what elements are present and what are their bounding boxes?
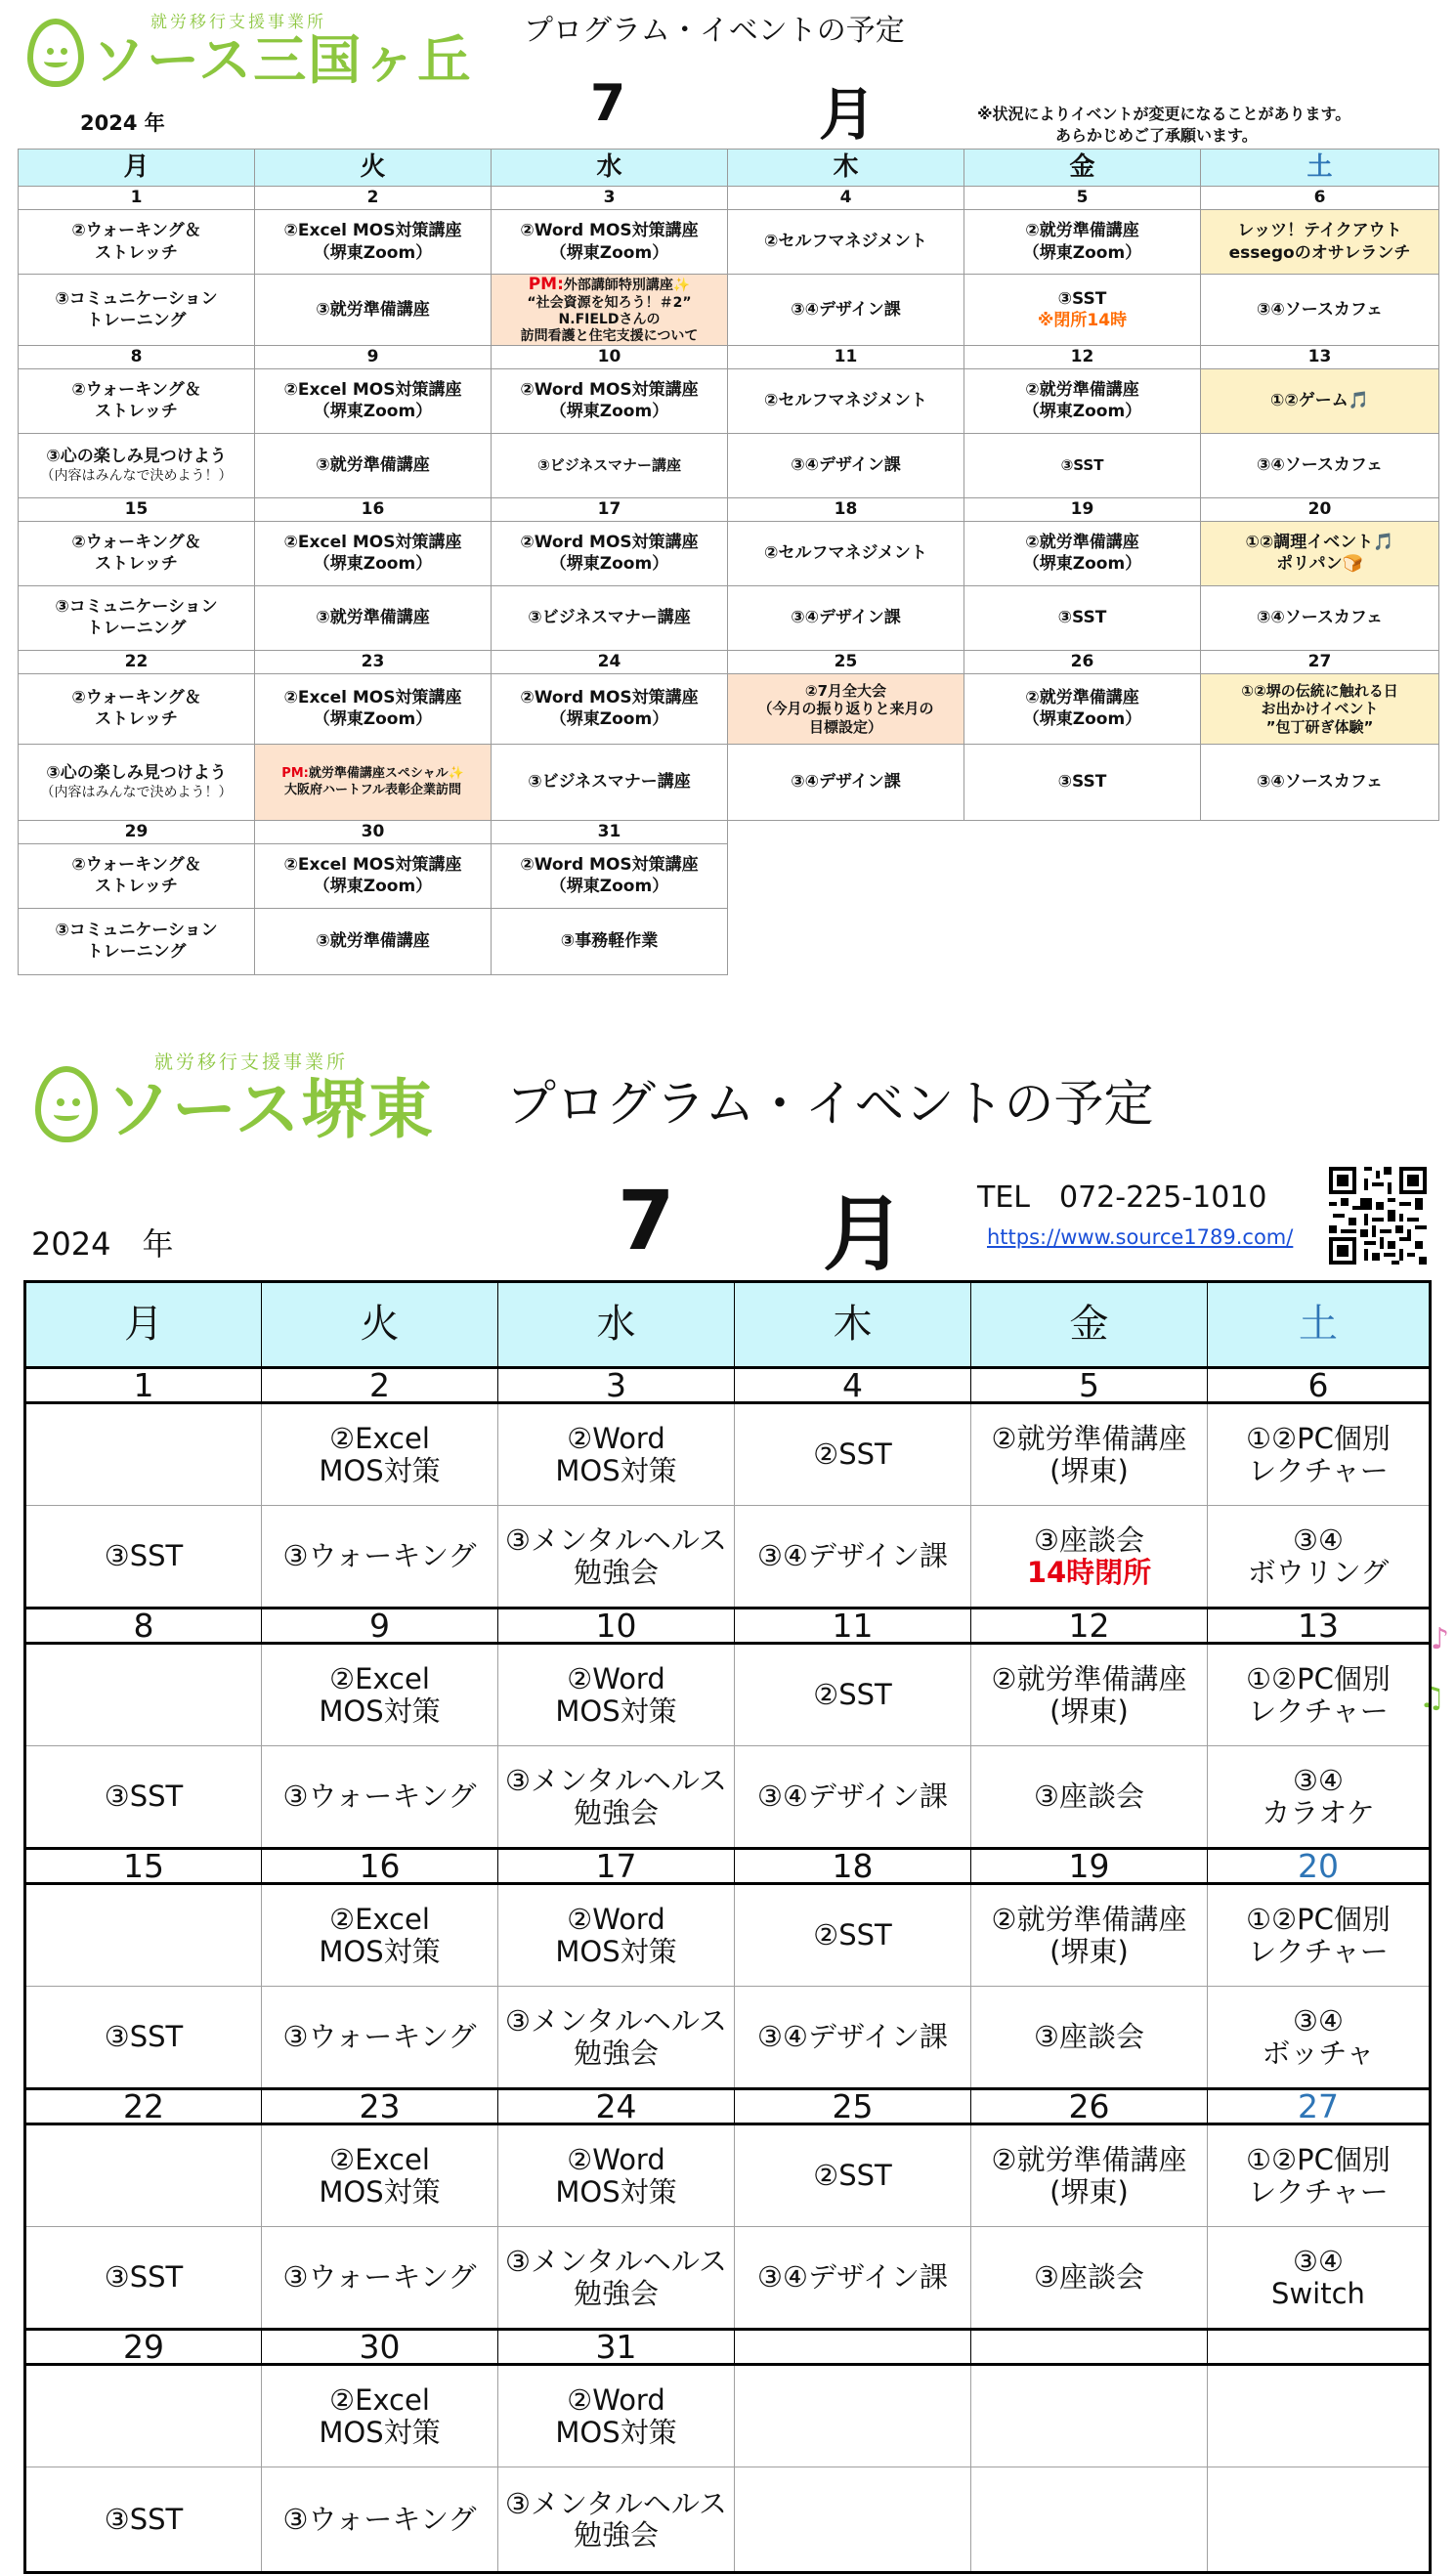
program-row	[25, 1403, 1431, 1506]
date-cell: 15	[25, 1849, 262, 1884]
date-cell: 13	[1201, 345, 1439, 368]
month-kanji: 月	[823, 1186, 906, 1282]
program-row	[19, 673, 1439, 744]
program-cell: ③メンタルヘルス 勉強会	[498, 1506, 735, 1609]
date-cell: 17	[498, 1849, 735, 1884]
date-cell: 6	[1208, 1368, 1431, 1403]
date-cell: 27	[1201, 650, 1439, 673]
logo-kicker: 就労移行支援事業所	[150, 13, 326, 32]
program-cell: ③SST	[25, 2467, 262, 2573]
weekday-wed: 水	[492, 150, 728, 187]
program-cell: ③④デザイン課	[735, 1987, 971, 2089]
program-cell: ③ウォーキング	[262, 1987, 498, 2089]
date-cell: 25	[728, 650, 964, 673]
program-cell: ③④デザイン課	[735, 2227, 971, 2330]
date-cell: 3	[498, 1368, 735, 1403]
date-cell: 2	[262, 1368, 498, 1403]
weekday-mon: 月	[19, 150, 255, 187]
program-cell: ②Excel MOS対策	[262, 1403, 498, 1506]
egg-face-logo-icon	[27, 19, 84, 87]
weekday-header-row	[25, 1282, 1431, 1368]
date-cell	[735, 2330, 971, 2365]
month-number: 7	[618, 1173, 675, 1268]
date-cell: 20	[1201, 497, 1439, 521]
weekday-fri: 金	[971, 1282, 1208, 1368]
program-cell: ③ウォーキング	[262, 2227, 498, 2330]
program-row	[19, 744, 1439, 820]
weekday-header-row	[19, 150, 1439, 187]
program-cell: ③④デザイン課	[728, 585, 964, 650]
program-cell: ②セルフマネジメント	[728, 521, 964, 585]
program-cell: ②SST	[735, 1644, 971, 1746]
program-cell: ②Excel MOS対策講座 （堺東Zoom）	[255, 843, 492, 908]
program-cell: ③ウォーキング	[262, 2467, 498, 2573]
program-cell: ③SST	[964, 585, 1201, 650]
program-cell: ③④ソースカフェ	[1201, 275, 1439, 346]
program-cell: ③就労準備講座	[255, 908, 492, 974]
program-row	[19, 210, 1439, 275]
program-cell: ③④ カラオケ	[1208, 1746, 1431, 1849]
program-cell: ②就労準備講座 （堺東Zoom）	[964, 673, 1201, 744]
notice-line-1: ※状況によりイベントが変更になることがあります。	[977, 105, 1351, 123]
closing-notice: ※閉所14時	[1037, 310, 1128, 330]
program-row	[19, 521, 1439, 585]
date-cell: 4	[735, 1368, 971, 1403]
weekday-thu: 木	[735, 1282, 971, 1368]
date-cell: 22	[19, 650, 255, 673]
date-row	[19, 650, 1439, 673]
empty-cell	[971, 2467, 1208, 2573]
month-number: 7	[590, 74, 626, 133]
empty-cell	[1208, 2365, 1431, 2467]
program-cell	[25, 2365, 262, 2467]
program-cell: ③座談会	[971, 1746, 1208, 1849]
date-cell: 10	[492, 345, 728, 368]
month-kanji: 月	[819, 81, 877, 148]
program-cell: ②Word MOS対策講座 （堺東Zoom）	[492, 368, 728, 433]
date-cell: 23	[262, 2089, 498, 2124]
program-cell: ①②PC個別 レクチャー	[1208, 1403, 1431, 1506]
date-cell: 5	[971, 1368, 1208, 1403]
date-cell: 24	[498, 2089, 735, 2124]
date-cell: 2	[255, 187, 492, 210]
program-cell: ③④デザイン課	[728, 275, 964, 346]
program-row	[25, 1644, 1431, 1746]
program-cell: ③コミュニケーション トレーニング	[19, 585, 255, 650]
date-cell: 31	[492, 820, 728, 843]
program-cell: ③④デザイン課	[728, 433, 964, 497]
date-cell: 23	[255, 650, 492, 673]
program-cell: ②Excel MOS対策講座 （堺東Zoom）	[255, 368, 492, 433]
program-cell: ③④デザイン課	[735, 1506, 971, 1609]
date-row	[25, 1368, 1431, 1403]
program-cell: ③SST	[25, 1746, 262, 1849]
date-cell: 1	[19, 187, 255, 210]
date-cell: 15	[19, 497, 255, 521]
empty-cell	[1208, 2467, 1431, 2573]
program-cell: ②Word MOS対策	[498, 1884, 735, 1987]
date-cell: 9	[255, 345, 492, 368]
program-cell: ③④ ボウリング	[1208, 1506, 1431, 1609]
date-cell	[971, 2330, 1208, 2365]
program-cell: ③座談会	[971, 1987, 1208, 2089]
program-cell: ②Word MOS対策講座 （堺東Zoom）	[492, 673, 728, 744]
program-row	[25, 1987, 1431, 2089]
weekday-wed: 水	[498, 1282, 735, 1368]
program-cell: ③コミュニケーション トレーニング	[19, 275, 255, 346]
sakaihigashi-calendar-table	[23, 1280, 1432, 2574]
program-cell: ③事務軽作業	[492, 908, 728, 974]
date-cell: 1	[25, 1368, 262, 1403]
program-cell: ②Excel MOS対策講座 （堺東Zoom）	[255, 521, 492, 585]
notice-line-2: あらかじめご了承願います。	[1055, 126, 1258, 145]
program-cell: ②就労準備講座 （堺東Zoom）	[964, 368, 1201, 433]
date-cell: 16	[255, 497, 492, 521]
event-cell: ②7月全大会 （今月の振り返りと来月の 目標設定）	[728, 673, 964, 744]
program-cell: ②Excel MOS対策講座 （堺東Zoom）	[255, 210, 492, 275]
program-cell: ③ウォーキング	[262, 1506, 498, 1609]
weekday-fri: 金	[964, 150, 1201, 187]
weekday-thu: 木	[728, 150, 964, 187]
page-title: プログラム・イベントの予定	[524, 14, 905, 48]
program-row	[25, 1506, 1431, 1609]
date-cell: 20	[1208, 1849, 1431, 1884]
program-cell: ②ウォーキング＆ ストレッチ	[19, 843, 255, 908]
mikunigaoka-calendar-table	[18, 149, 1439, 975]
date-cell: 18	[728, 497, 964, 521]
egg-face-logo-icon	[35, 1066, 98, 1142]
date-cell: 30	[262, 2330, 498, 2365]
program-cell: ②就労準備講座 (堺東)	[971, 1644, 1208, 1746]
program-cell: ②就労準備講座 (堺東)	[971, 2124, 1208, 2227]
event-cell: ①②ゲーム🎵	[1201, 368, 1439, 433]
program-cell: ③就労準備講座	[255, 275, 492, 346]
program-cell: ②Excel MOS対策	[262, 1884, 498, 1987]
program-cell: ③④デザイン課	[728, 744, 964, 820]
date-cell: 12	[971, 1609, 1208, 1644]
sakaihigashi-logo	[35, 1048, 435, 1147]
date-row	[25, 1849, 1431, 1884]
program-cell: ②Excel MOS対策	[262, 1644, 498, 1746]
program-cell: ③就労準備講座	[255, 585, 492, 650]
program-cell: ③④ソースカフェ	[1201, 744, 1439, 820]
program-row	[19, 585, 1439, 650]
date-cell: 4	[728, 187, 964, 210]
program-cell: ③メンタルヘルス 勉強会	[498, 1746, 735, 1849]
empty-cell	[735, 2365, 971, 2467]
program-cell: ③メンタルヘルス 勉強会	[498, 2227, 735, 2330]
date-row	[25, 1609, 1431, 1644]
program-cell: ③心の楽しみ見つけよう （内容はみんなで決めよう！）	[19, 744, 255, 820]
program-cell: ②セルフマネジメント	[728, 368, 964, 433]
program-cell: ②Excel MOS対策講座 （堺東Zoom）	[255, 673, 492, 744]
program-cell: ③SST	[964, 744, 1201, 820]
page-title: プログラム・イベントの予定	[506, 1076, 1154, 1134]
empty-cell	[728, 820, 1439, 974]
date-cell: 11	[728, 345, 964, 368]
program-cell: ③SST	[25, 1987, 262, 2089]
date-row	[19, 345, 1439, 368]
mikunigaoka-calendar-section	[0, 0, 1456, 1036]
program-cell: ③メンタルヘルス 勉強会	[498, 2467, 735, 2573]
date-cell: 16	[262, 1849, 498, 1884]
program-cell: ②Word MOS対策講座 （堺東Zoom）	[492, 521, 728, 585]
year-label: 2024 年	[80, 111, 165, 135]
date-cell: 17	[492, 497, 728, 521]
date-cell: 19	[964, 497, 1201, 521]
program-row	[19, 433, 1439, 497]
program-cell: ②ウォーキング＆ ストレッチ	[19, 210, 255, 275]
weekday-tue: 火	[255, 150, 492, 187]
date-cell: 22	[25, 2089, 262, 2124]
date-cell: 24	[492, 650, 728, 673]
program-row	[25, 2227, 1431, 2330]
program-cell: ③④ Switch	[1208, 2227, 1431, 2330]
program-cell: ②SST	[735, 2124, 971, 2227]
program-cell: ③座談会 14時閉所	[971, 1506, 1208, 1609]
program-row	[25, 1884, 1431, 1987]
mikunigaoka-logo	[27, 8, 473, 91]
program-cell	[25, 1403, 262, 1506]
program-cell: ②就労準備講座 (堺東)	[971, 1884, 1208, 1987]
program-cell: ②就労準備講座 （堺東Zoom）	[964, 210, 1201, 275]
date-row	[19, 820, 1439, 843]
program-cell: ③就労準備講座	[255, 433, 492, 497]
program-row	[25, 2124, 1431, 2227]
weekday-sat: 土	[1208, 1282, 1431, 1368]
date-row	[25, 2330, 1431, 2365]
weekday-sat: 土	[1201, 150, 1439, 187]
program-cell	[25, 1884, 262, 1987]
program-cell: ②Word MOS対策講座 （堺東Zoom）	[492, 210, 728, 275]
event-cell: レッツ！テイクアウト essegoのオサレランチ	[1201, 210, 1439, 275]
program-row	[25, 2365, 1431, 2467]
date-cell: 10	[498, 1609, 735, 1644]
program-cell: ②Word MOS対策	[498, 1403, 735, 1506]
program-row	[25, 2467, 1431, 2573]
program-cell: ①②PC個別 レクチャー	[1208, 2124, 1431, 2227]
date-cell: 3	[492, 187, 728, 210]
program-cell: ③心の楽しみ見つけよう （内容はみんなで決めよう！）	[19, 433, 255, 497]
program-cell: ②Excel MOS対策	[262, 2365, 498, 2467]
date-cell: 29	[25, 2330, 262, 2365]
program-cell: ③④ソースカフェ	[1201, 585, 1439, 650]
program-cell: ②就労準備講座 （堺東Zoom）	[964, 521, 1201, 585]
website-link[interactable]: https://www.source1789.com/	[987, 1225, 1294, 1249]
program-cell: ②SST	[735, 1403, 971, 1506]
program-cell: ②Word MOS対策	[498, 2365, 735, 2467]
date-cell: 5	[964, 187, 1201, 210]
program-cell: ③SST	[25, 2227, 262, 2330]
date-cell: 12	[964, 345, 1201, 368]
weekday-mon: 月	[25, 1282, 262, 1368]
program-cell	[25, 1644, 262, 1746]
program-row	[19, 275, 1439, 346]
logo-kicker: 就労移行支援事業所	[154, 1051, 349, 1073]
program-cell: ③SST ※閉所14時	[964, 275, 1201, 346]
date-cell: 8	[25, 1609, 262, 1644]
event-cell: ①②堺の伝統に触れる日 お出かけイベント ”包丁研ぎ体験”	[1201, 673, 1439, 744]
program-cell	[25, 2124, 262, 2227]
program-cell: ③④ソースカフェ	[1201, 433, 1439, 497]
date-cell: 13	[1208, 1609, 1431, 1644]
program-cell: ③コミュニケーション トレーニング	[19, 908, 255, 974]
program-cell: ②Word MOS対策	[498, 1644, 735, 1746]
date-cell: 9	[262, 1609, 498, 1644]
date-row	[19, 497, 1439, 521]
phone-number: TEL 072-225-1010	[977, 1180, 1267, 1215]
date-cell: 27	[1208, 2089, 1431, 2124]
program-cell: ①②PC個別 レクチャー	[1208, 1644, 1431, 1746]
date-cell: 29	[19, 820, 255, 843]
program-cell: ③SST	[25, 1506, 262, 1609]
sakaihigashi-calendar-section	[0, 1036, 1456, 2552]
date-cell: 26	[971, 2089, 1208, 2124]
date-row	[19, 187, 1439, 210]
program-cell: ②Word MOS対策講座 （堺東Zoom）	[492, 843, 728, 908]
program-cell: ②セルフマネジメント	[728, 210, 964, 275]
date-cell: 31	[498, 2330, 735, 2365]
program-cell: ③④デザイン課	[735, 1746, 971, 1849]
program-cell: ③SST	[964, 433, 1201, 497]
program-cell: ②SST	[735, 1884, 971, 1987]
date-cell: 18	[735, 1849, 971, 1884]
year-label: 2024 年	[31, 1225, 174, 1263]
logo-name: ソース三国ヶ丘	[92, 29, 473, 91]
program-cell: ②Word MOS対策	[498, 2124, 735, 2227]
program-cell: ②就労準備講座 (堺東)	[971, 1403, 1208, 1506]
date-cell: 11	[735, 1609, 971, 1644]
program-cell: ②ウォーキング＆ ストレッチ	[19, 673, 255, 744]
program-cell: ②Excel MOS対策	[262, 2124, 498, 2227]
event-cell: PM:就労準備講座スペシャル✨ 大阪府ハートフル表彰企業訪問	[255, 744, 492, 820]
date-cell: 19	[971, 1849, 1208, 1884]
date-cell: 8	[19, 345, 255, 368]
music-note-icon: ♪	[1431, 1622, 1450, 1656]
date-cell: 26	[964, 650, 1201, 673]
date-cell	[1208, 2330, 1431, 2365]
event-cell: ①②調理イベント🎵 ポリパン🍞	[1201, 521, 1439, 585]
empty-cell	[971, 2365, 1208, 2467]
program-cell: ③④ ボッチャ	[1208, 1987, 1431, 2089]
qr-code-icon[interactable]	[1329, 1167, 1427, 1265]
program-cell: ②ウォーキング＆ ストレッチ	[19, 368, 255, 433]
date-cell: 6	[1201, 187, 1439, 210]
music-note-icon: ♫	[1419, 1681, 1445, 1715]
date-row	[25, 2089, 1431, 2124]
program-cell: ③座談会	[971, 2227, 1208, 2330]
program-cell: ③ビジネスマナー講座	[492, 744, 728, 820]
empty-cell	[735, 2467, 971, 2573]
program-cell: ②ウォーキング＆ ストレッチ	[19, 521, 255, 585]
program-cell: ①②PC個別 レクチャー	[1208, 1884, 1431, 1987]
program-row	[19, 368, 1439, 433]
program-cell: ③ビジネスマナー講座	[492, 585, 728, 650]
date-cell: 30	[255, 820, 492, 843]
weekday-tue: 火	[262, 1282, 498, 1368]
program-cell: ③ウォーキング	[262, 1746, 498, 1849]
event-cell: PM:外部講師特別講座✨ “社会資源を知ろう！＃2” N.FIELDさんの 訪問看護と住宅支援について	[492, 275, 728, 346]
program-cell: ③ビジネスマナー講座	[492, 433, 728, 497]
program-cell: ③メンタルヘルス 勉強会	[498, 1987, 735, 2089]
closing-notice: 14時閉所	[1026, 1555, 1152, 1589]
program-row	[25, 1746, 1431, 1849]
date-cell: 25	[735, 2089, 971, 2124]
logo-name: ソース堺東	[106, 1072, 435, 1147]
